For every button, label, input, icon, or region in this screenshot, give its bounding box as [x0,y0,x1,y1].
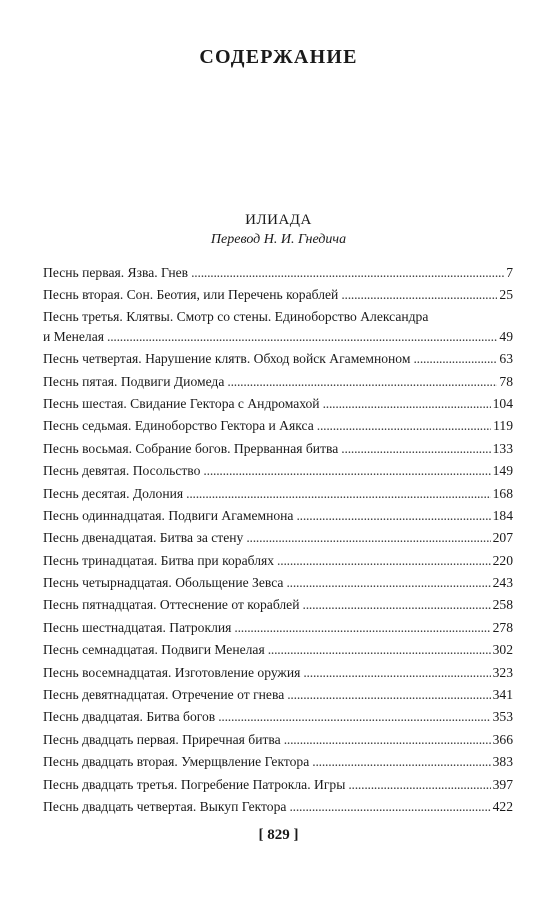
toc-entry[interactable] [43,796,513,818]
toc-entry-page: 302 [492,642,513,658]
toc-entry-page: 383 [492,754,513,770]
toc-entry-page: 133 [492,440,513,456]
toc-entry[interactable] [43,684,513,706]
dot-leader [246,527,490,549]
toc-entry[interactable] [43,706,513,728]
dot-leader [286,572,490,594]
toc-entry-title: Песнь двадцать третья. Погребение Патрокла. Игры [43,776,346,792]
toc-entry-page: 49 [499,328,513,344]
toc-entry-page: 323 [492,664,513,680]
toc-entry-title: Песнь шестнадцатая. Патроклия [43,619,232,635]
toc-entry-title: Песнь одиннадцатая. Подвиги Агамемнона [43,507,294,523]
toc-entry[interactable] [43,371,513,393]
toc-entry-title: Песнь четырнадцатая. Обольщение Зевса [43,575,284,591]
toc-entry[interactable] [43,751,513,773]
toc-entry-title: Песнь семнадцатая. Подвиги Менелая [43,642,265,658]
toc-entry-title-line1: Песнь третья. Клятвы. Смотр со стены. Единоборство Александра [43,308,429,324]
toc-entry-page: 258 [492,597,513,613]
toc-entry-page: 104 [492,395,513,411]
toc-entry-title: Песнь седьмая. Единоборство Гектора и Аякса [43,418,314,434]
toc-entry-title: Песнь восемнадцатая. Изготовление оружия [43,664,301,680]
toc-entry[interactable] [43,262,513,284]
toc-entry-page: 397 [492,776,513,792]
toc-entry-page: 220 [492,552,513,568]
toc-entry-page: 7 [506,265,513,280]
toc-entry-title: Песнь первая. Язва. Гнев [43,265,189,280]
dot-leader [348,774,490,796]
page-title: СОДЕРЖАНИЕ [199,46,358,68]
dot-leader [234,617,490,639]
dot-leader [296,505,490,527]
dot-leader [191,262,504,284]
section-title: ИЛИАДА [245,212,312,228]
toc-entry-title: Песнь девятая. Посольство [43,463,201,479]
toc-entry-title: Песнь шестая. Свидание Гектора с Андромахой [43,395,320,411]
toc-entry-title: Песнь двадцатая. Битва богов [43,709,216,725]
toc-entry-title: Песнь двенадцатая. Битва за стену [43,530,244,546]
toc-entry-page: 78 [499,373,513,389]
toc-entry-page: 422 [492,798,513,814]
toc-entry[interactable] [43,639,513,661]
toc-entry[interactable] [43,438,513,460]
toc-entry-page: 168 [492,485,513,501]
toc-entry-page: 25 [499,287,513,303]
toc-entry[interactable] [43,594,513,616]
toc-entry-title: Песнь вторая. Сон. Беотия, или Перечень кораблей [43,287,339,303]
toc-entry[interactable] [43,415,513,437]
toc-entry-page: 149 [492,463,513,479]
toc-entry[interactable] [43,348,513,370]
dot-leader [218,706,490,728]
dot-leader [413,348,497,370]
dot-leader [303,662,490,684]
toc-entry-title: и Менелая [43,328,104,344]
toc-entry-title: Песнь двадцать вторая. Умерщвление Гектора [43,754,310,770]
toc-entry-page: 184 [492,507,513,523]
toc-entry-title: Песнь двадцать первая. Приречная битва [43,731,281,747]
toc-entry-title: Песнь десятая. Долония [43,485,184,501]
toc-entry-page: 341 [492,687,513,703]
page-number: [ 829 ] [258,827,299,843]
dot-leader [107,326,497,348]
toc-entry-title: Песнь четвертая. Нарушение клятв. Обход войск Агамемноном [43,351,411,367]
toc-entry[interactable] [43,393,513,415]
dot-leader [227,371,497,393]
toc-entry-title: Песнь девятнадцатая. Отречение от гнева [43,687,285,703]
toc-entry-title: Песнь двадцать четвертая. Выкуп Гектора [43,798,287,814]
toc-entry-page: 278 [492,619,513,635]
dot-leader [317,415,491,437]
toc-entry[interactable] [43,617,513,639]
toc-entry[interactable] [43,572,513,594]
toc-entry-title: Песнь пятая. Подвиги Диомеда [43,373,225,389]
toc-entry-title: Песнь пятнадцатая. Оттеснение от кораблей [43,597,300,613]
toc-entry-page: 207 [492,530,513,546]
toc-entry[interactable] [43,550,513,572]
dot-leader [341,284,497,306]
toc-entry-page: 63 [499,351,513,367]
toc-entry[interactable] [43,284,513,306]
toc-entry-page: 353 [492,709,513,725]
table-of-contents [43,262,513,818]
toc-entry-page: 366 [492,731,513,747]
toc-entry[interactable] [43,527,513,549]
toc-entry[interactable] [43,483,513,505]
dot-leader [341,438,490,460]
toc-entry[interactable] [43,505,513,527]
toc-entry[interactable] [43,774,513,796]
toc-entry[interactable] [43,460,513,482]
dot-leader [323,393,491,415]
dot-leader [312,751,490,773]
toc-entry-title: Песнь тринадцатая. Битва при кораблях [43,552,275,568]
dot-leader [287,684,490,706]
dot-leader [277,550,491,572]
toc-entry-title: Песнь восьмая. Собрание богов. Прерванная битва [43,440,339,456]
toc-entry-page: 119 [493,418,513,434]
dot-leader [268,639,491,661]
toc-entry[interactable] [43,307,513,348]
dot-leader [186,483,490,505]
toc-entry-page: 243 [492,575,513,591]
dot-leader [203,460,490,482]
toc-entry[interactable] [43,662,513,684]
dot-leader [284,729,491,751]
dot-leader [289,796,490,818]
dot-leader [303,594,491,616]
toc-entry[interactable] [43,729,513,751]
section-subtitle: Перевод Н. И. Гнедича [210,232,347,247]
